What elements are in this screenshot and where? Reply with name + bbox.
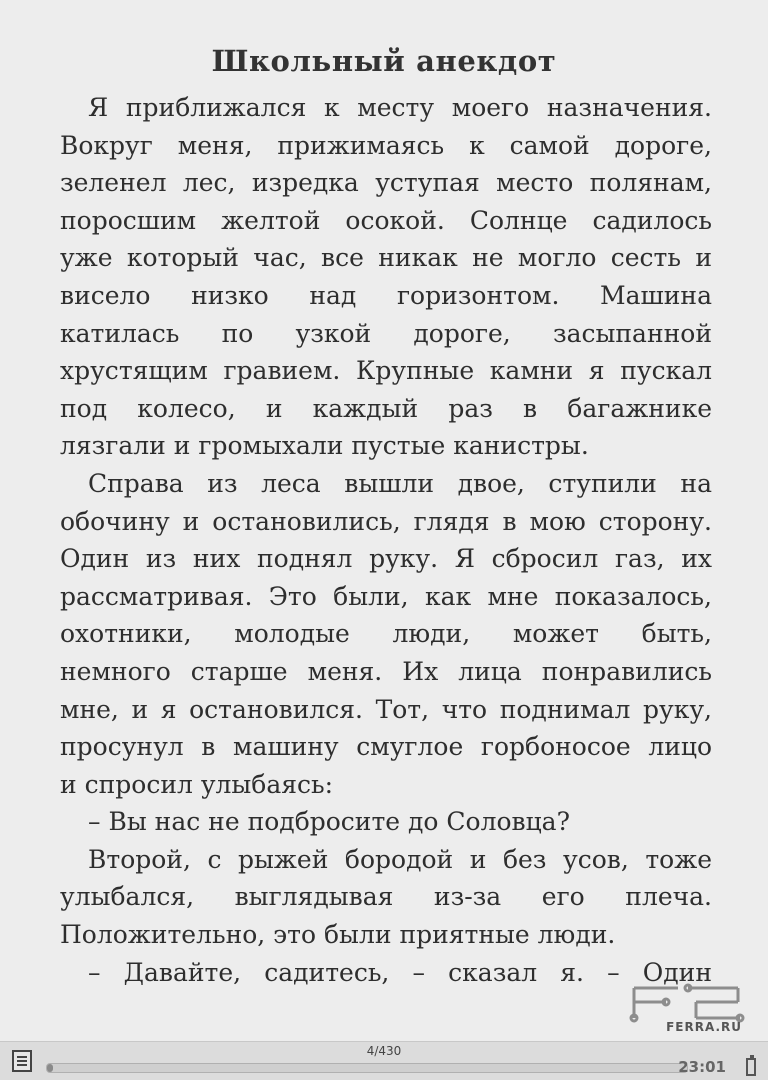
text-line: просунул в машину смуглое горбоносое лицо <box>60 732 712 762</box>
text-line: Вокруг меня, прижимаясь к самой дороге, <box>60 130 712 160</box>
text-line: охотники, молодые люди, может быть, <box>60 619 712 649</box>
text-line: Один из них поднял руку. Я сбросил газ, их <box>60 544 712 574</box>
text-line: и спросил улыбаясь: <box>60 769 334 799</box>
text-line: поросшим желтой осокой. Солнце садилось <box>60 205 712 235</box>
text-line: мне, и я остановился. Тот, что поднимал руку, <box>60 694 712 724</box>
text-line: зеленел лес, изредка уступая место полянам, <box>60 168 712 198</box>
text-line: хрустящим гравием. Крупные камни я пускал <box>60 356 712 386</box>
text-line: – Давайте, садитесь, – сказал я. – Один <box>88 957 712 987</box>
battery-icon <box>746 1058 756 1076</box>
text-line: – Вы нас не подбросите до Соловца? <box>88 807 570 837</box>
watermark-text: FERRA.RU <box>666 1020 742 1034</box>
status-bar <box>0 1041 768 1080</box>
clock: 23:01 <box>678 1058 726 1076</box>
text-line: Положительно, это были приятные люди. <box>60 920 616 950</box>
text-line: под колесо, и каждый раз в багажнике <box>60 393 712 423</box>
text-line: катилась по узкой дороге, засыпанной <box>60 318 712 348</box>
reading-progress-bar[interactable] <box>46 1063 688 1073</box>
chapter-title: Школьный анекдот <box>211 44 557 78</box>
reading-progress-fill <box>47 1064 53 1072</box>
text-line: уже который час, все никак не могло сесть и <box>60 243 712 273</box>
text-line: немного старше меня. Их лица понравились <box>60 656 712 686</box>
page-counter: 4/430 <box>366 1044 402 1058</box>
text-line: Справа из леса вышли двое, ступили на <box>88 468 712 498</box>
text-line: Второй, с рыжей бородой и без усов, тоже <box>88 844 712 874</box>
text-line: висело низко над горизонтом. Машина <box>60 280 712 310</box>
ferra-logo-watermark <box>626 982 750 1048</box>
book-text <box>60 89 712 991</box>
text-line: улыбался, выглядывая из-за его плеча. <box>60 882 712 912</box>
text-line: Я приближался к месту моего назначения. <box>88 93 712 122</box>
text-line: лязгали и громыхали пустые канистры. <box>60 431 589 461</box>
text-line: рассматривая. Это были, как мне показалось, <box>60 581 712 611</box>
text-line: обочину и остановились, глядя в мою сторону. <box>60 506 712 536</box>
